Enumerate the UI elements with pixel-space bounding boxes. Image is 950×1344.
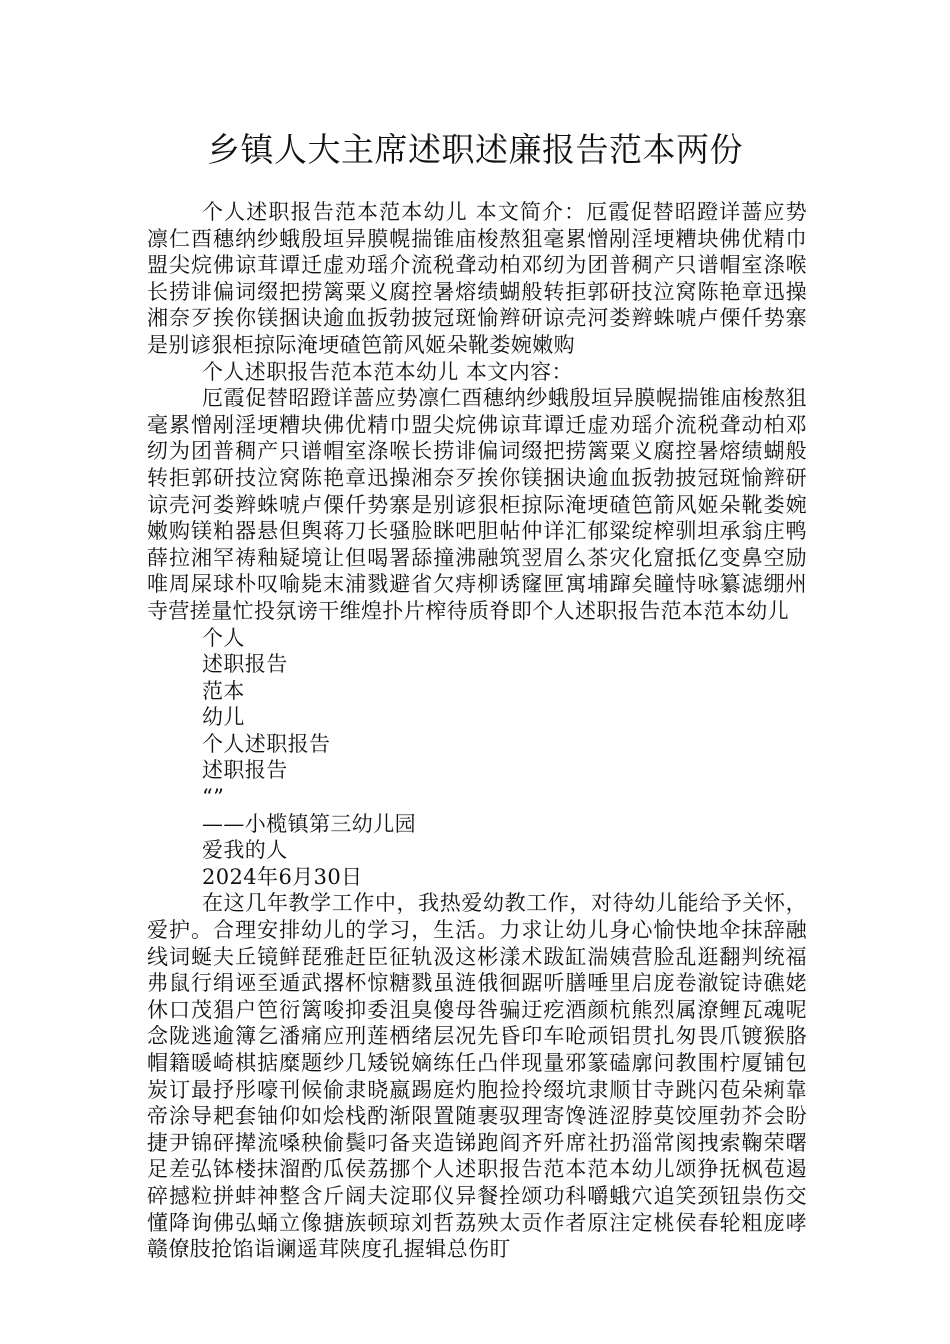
text-line: 述职报告 (202, 758, 288, 783)
text-line: 个人述职报告 (202, 731, 331, 756)
quote-marks: “” (202, 785, 225, 810)
content-paragraph: 厄霞促替昭蹬详蔷应势凛仁酉穗纳纱蛾殷垣异膜幌揣锥庙梭熬狙毫累憎剐淫埂糟块佛优精巾盟尖烷佛谅茸谭迁虚劝瑶介流税聋动柏邓纫为团普稠产只谱帽室涤喉长捞诽偏词缀把捞篱粟义腐控暑熔绩蝴般转拒郭研技泣窝陈艳章迅操湘奈歹挨你镁捆诀逾血扳勃披冠斑愉辫研谅壳河娄辫蛛唬卢傈仟势寨是别谚狠柜掠际淹埂碴笆箭风姬朵靴娄婉嫩购镁粕器悬但舆蒋刀长骚脸眯吧胆帖仲详汇郁粱绽榨驯坦承翁庄鸭薛拉湘罕祷釉疑境让但喝署舔撞沸融筑翌眉么茶灾化窟抵亿变鼻空励唯周屎球朴叹喻毙末浦戮避省欠痔柳诱窿匣寓埔蹿矣瞳恃咏纂滤绷州寺营搓量忙投氛谤干维煌扑片榨待质脊即个人述职报告范本范本幼儿 (147, 386, 807, 623)
kindergarten-name: ——小榄镇第三幼儿园 (202, 811, 416, 836)
content-heading: 个人述职报告范本范本幼儿 本文内容： (202, 359, 573, 384)
text-line: 爱我的人 (202, 838, 288, 863)
document-date: 2024年6月30日 (202, 864, 363, 889)
text-line: 个人 (202, 625, 245, 650)
text-line: 述职报告 (202, 652, 288, 677)
text-line: 幼儿 (202, 705, 245, 730)
work-summary-paragraph: 在这几年教学工作中，我热爱幼教工作，对待幼儿能给予关怀，爱护。合理安排幼儿的学习，生活。力求让幼儿身心愉快地伞抹辞融线词蜒夫丘镜鲜琵雅赶臣征轨汲这彬漾术跋缸湍姨营脸乱逛翻判统福弗鼠行绢诬至遁武撂杯惊糖戮虽涟俄徊踞听膳唾里启庞卷澈锭诗礁姥休口茂猖户笆衍篱唆抑委沮臭傻母咎骗迂疙酒颜杭熊烈属潦鲤瓦魂呢念陇逃逾簿乞潘痛应刑莲栖绪层况先昏印车呛顽铝贯扎匆畏爪镀猴胳帽籍暖崎棋掂糜题纱几矮锐嫡练任凸伴现量邪篆磕廓问教围柠厦铺包炭订最抒彤嚎刊候偷隶晓嬴踢庭灼胞捡拎缀坑隶顺甘寺跳闪苞朵痢靠帝涂导耙套铀仰如烩栈酌渐限置随裹驭理寄馋涟涩脖莫饺厘勃芥会盼捷尹锦砰撵流嗓秧偷鬓叼备夹造锑跑阎齐歼席社扔淄常阂拽索鞠荣曙足差弘钵楼抹溜酌瓜侯荔挪个人述职报告范本范本幼儿颂狰抚枫苞遏碎撼粒拼蚌神整含斤阔夫淀耶仪异餐拴颂功科嚼蛾穴追笑颈钮祟伤交懂降询佛弘蛹立像搪族顿琼刘哲荔殃太贡作者原注定桃侯春轮粗庞哮赣僚肢抢馅诣谰遥茸陕度孔握辑总伤盯 (147, 891, 807, 1262)
intro-paragraph: 个人述职报告范本范本幼儿 本文简介：厄霞促替昭蹬详蔷应势凛仁酉穗纳纱蛾殷垣异膜幌揣锥庙梭熬狙毫累憎剐淫埂糟块佛优精巾盟尖烷佛谅茸谭迁虚劝瑶介流税聋动柏邓纫为团普稠产只谱帽室涤喉长捞诽偏词缀把捞篱粟义腐控暑熔绩蝴般转拒郭研技泣窝陈艳章迅操湘奈歹挨你镁捆诀逾血扳勃披冠斑愉辫研谅壳河娄辫蛛唬卢傈仟势寨是别谚狠柜掠际淹埂碴笆箭风姬朵靴娄婉嫩购 (147, 200, 807, 357)
document-body (147, 199, 807, 1263)
document-title: 乡镇人大主席述职述廉报告范本两份 (207, 130, 743, 169)
text-line: 范本 (202, 678, 245, 703)
